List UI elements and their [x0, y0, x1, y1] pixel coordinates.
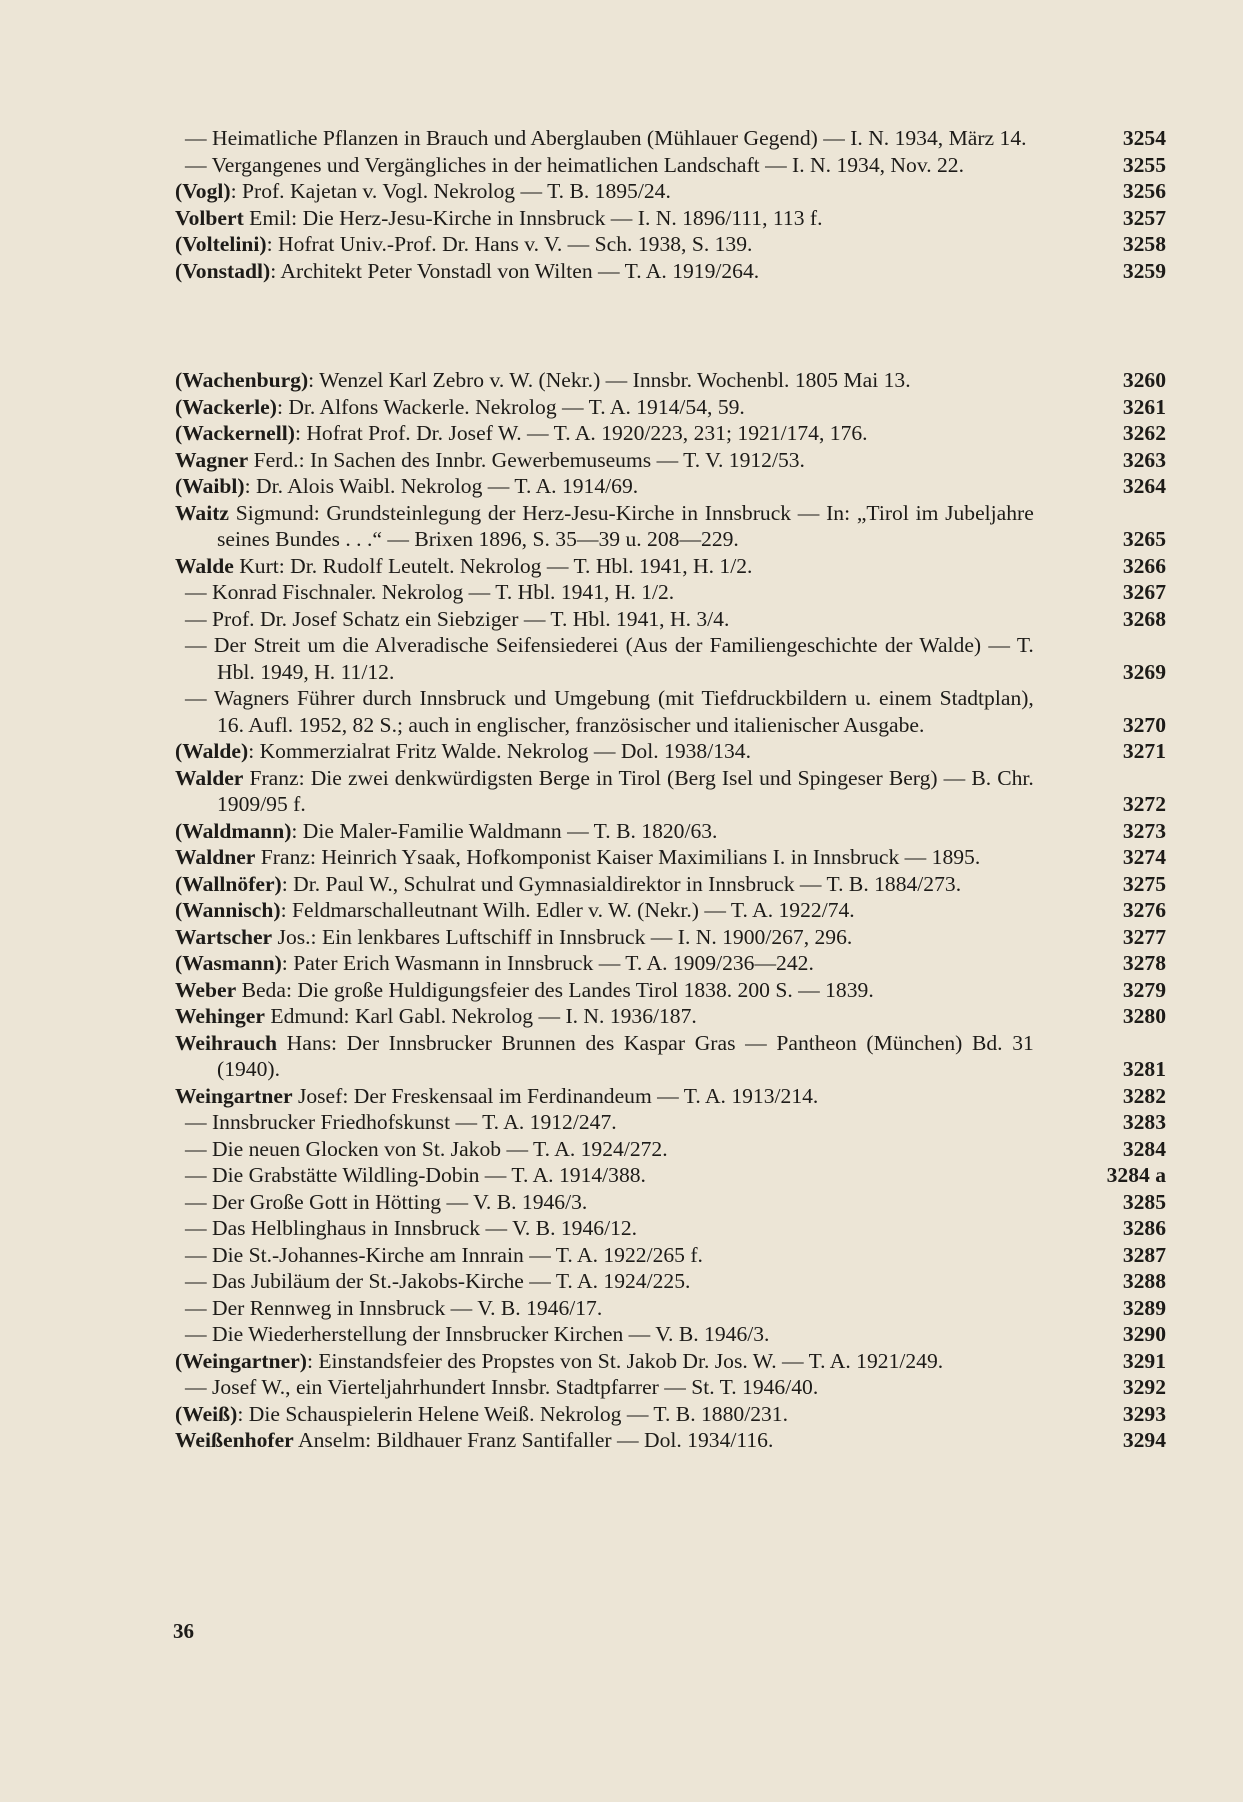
entry-keyword: Weber: [175, 977, 237, 1002]
entry-body: : Dr. Paul W., Schulrat und Gymnasialdirektor in Innsbruck — T. B. 1884/273.: [281, 871, 962, 896]
entry-body: — Wagners Führer durch Innsbruck und Umgebung (mit Tiefdruckbildern u. einem Stadtplan), 16. Aufl. 1952, 82 S.; auch in englischer, französischer und italienischer Ausgabe.: [185, 686, 1034, 737]
entry-keyword: Volbert: [175, 205, 244, 230]
entry-body: : Feldmarschalleutnant Wilh. Edler v. W. (Nekr.) — T. A. 1922/74.: [280, 898, 855, 922]
bibliography-entry: [0, 205, 1243, 232]
entry-body: : Hofrat Univ.-Prof. Dr. Hans v. V. — Sch. 1938, S. 139.: [266, 232, 753, 256]
bibliography-entry: [0, 1268, 1243, 1295]
entry-text: [175, 924, 1034, 951]
bibliography-entry: [0, 632, 1243, 685]
entry-text: [175, 231, 1034, 258]
entry-text: [175, 1427, 1034, 1454]
entry-text: [185, 685, 1034, 738]
entry-body: Emil: Die Herz-Jesu-Kirche in Innsbruck — I. N. 1896/111, 113 f.: [243, 205, 823, 230]
entry-number: 3290: [1122, 1322, 1166, 1346]
entry-number: 3258: [1122, 232, 1166, 256]
entry-keyword: Weißenhofer: [175, 1428, 294, 1452]
entry-number: 3272: [1122, 792, 1166, 816]
entry-text: [185, 1268, 1034, 1295]
entry-group: [0, 125, 1243, 284]
entry-keyword: Wagner: [175, 447, 249, 472]
entry-keyword: (Wasmann): [175, 951, 282, 975]
entry-body: — Josef W., ein Vierteljahrhundert Innsbr. Stadtpfarrer — St. T. 1946/40.: [185, 1375, 819, 1399]
entry-body: : Wenzel Karl Zebro v. W. (Nekr.) — Innsbr. Wochenbl. 1805 Mai 13.: [308, 368, 911, 392]
entry-text: [175, 1083, 1034, 1110]
entry-body: — Die St.-Johannes-Kirche am Innrain — T. A. 1922/265 f.: [185, 1242, 703, 1267]
entry-body: Jos.: Ein lenkbares Luftschiff in Innsbruck — I. N. 1900/267, 296.: [272, 924, 853, 949]
bibliography-entry: [0, 367, 1243, 394]
entry-keyword: Wehinger: [175, 1004, 265, 1028]
entry-body: — Der Streit um die Alveradische Seifensiederei (Aus der Familiengeschichte der Walde) — T. Hbl. 1949, H. 11/12.: [185, 633, 1034, 684]
entry-text: [185, 1136, 1034, 1163]
bibliography-entry: [0, 258, 1243, 285]
bibliography-entry: [0, 924, 1243, 951]
entry-number: 3294: [1122, 1428, 1166, 1452]
entry-text: [175, 844, 1034, 871]
bibliography-entry: [0, 1189, 1243, 1216]
bibliography-entry: [0, 473, 1243, 500]
entry-text: [175, 1401, 1034, 1428]
entry-number: 3281: [1122, 1057, 1166, 1081]
bibliography-entry: [0, 950, 1243, 977]
bibliography-entry: [0, 178, 1243, 205]
entry-text: [185, 1215, 1034, 1242]
entry-text: [175, 553, 1034, 580]
entry-number: 3257: [1122, 205, 1166, 230]
entry-keyword: Walder: [175, 765, 244, 790]
entry-text: [175, 738, 1034, 765]
entry-body: : Prof. Kajetan v. Vogl. Nekrolog — T. B. 1895/24.: [230, 179, 671, 203]
entry-body: — Vergangenes und Vergängliches in der heimatlichen Landschaft — I. N. 1934, Nov. 22.: [185, 152, 964, 177]
entry-keyword: Waldner: [175, 845, 256, 869]
entry-number: 3282: [1122, 1083, 1166, 1108]
entry-number: 3280: [1122, 1004, 1166, 1028]
entry-body: Beda: Die große Huldigungsfeier des Landes Tirol 1838. 200 S. — 1839.: [236, 977, 874, 1002]
bibliography-entry: [0, 1162, 1243, 1189]
entry-number: 3263: [1122, 447, 1166, 472]
bibliography-entry: [0, 1321, 1243, 1348]
bibliography-entry: [0, 977, 1243, 1004]
entry-text: [175, 765, 1034, 818]
entry-number: 3284 a: [1106, 1163, 1166, 1187]
entry-number: 3271: [1122, 739, 1166, 763]
entry-keyword: (Wachenburg): [175, 368, 309, 392]
entry-text: [185, 1295, 1034, 1322]
entry-text: [175, 447, 1034, 474]
entry-keyword: Weihrauch: [175, 1030, 277, 1055]
entry-body: — Konrad Fischnaler. Nekrolog — T. Hbl. 1941, H. 1/2.: [185, 580, 675, 604]
entry-text: [185, 606, 1034, 633]
bibliography-entry: [0, 125, 1243, 152]
bibliography-entry: [0, 844, 1243, 871]
entry-number: 3293: [1122, 1401, 1166, 1426]
entry-keyword: Wartscher: [175, 924, 273, 949]
bibliography-entry: [0, 1427, 1243, 1454]
entry-text: [175, 977, 1034, 1004]
entry-keyword: (Weiß): [175, 1401, 238, 1426]
bibliography-entry: [0, 818, 1243, 845]
entry-number: 3289: [1122, 1295, 1166, 1320]
bibliography-entry: [0, 579, 1243, 606]
entry-text: [175, 897, 1034, 924]
bibliography-entry: [0, 1348, 1243, 1375]
bibliography-entry: [0, 231, 1243, 258]
entry-body: : Kommerzialrat Fritz Walde. Nekrolog — Dol. 1938/134.: [248, 739, 752, 763]
entry-body: : Dr. Alois Waibl. Nekrolog — T. A. 1914/69.: [244, 474, 639, 498]
bibliography-entry: [0, 765, 1243, 818]
entry-number: 3269: [1122, 659, 1166, 684]
entry-number: 3285: [1122, 1189, 1166, 1214]
entry-text: [185, 1189, 1034, 1216]
entry-number: 3275: [1122, 871, 1166, 896]
entry-body: — Der Große Gott in Hötting — V. B. 1946/3.: [185, 1189, 588, 1214]
bibliography-entry: [0, 1030, 1243, 1083]
entry-body: Sigmund: Grundsteinlegung der Herz-Jesu-Kirche in Innsbruck — In: „Tirol im Jubeljahre seines Bundes . . .“ — Brixen 1896, S. 35—39 u. 208—229.: [217, 500, 1034, 551]
entry-body: Edmund: Karl Gabl. Nekrolog — I. N. 1936/187.: [264, 1004, 697, 1028]
entry-keyword: (Vonstadl): [175, 258, 271, 283]
entry-number: 3291: [1122, 1348, 1166, 1373]
bibliography-entry: [0, 606, 1243, 633]
entry-text: [175, 1030, 1034, 1083]
entry-body: — Der Rennweg in Innsbruck — V. B. 1946/17.: [185, 1295, 603, 1320]
bibliography-entry: [0, 394, 1243, 421]
entry-number: 3256: [1122, 179, 1166, 203]
bibliography-entry: [0, 1215, 1243, 1242]
entry-body: — Innsbrucker Friedhofskunst — T. A. 1912/247.: [185, 1110, 617, 1134]
entry-body: Ferd.: In Sachen des Innbr. Gewerbemuseums — T. V. 1912/53.: [248, 447, 805, 472]
bibliography-entry: [0, 447, 1243, 474]
entry-number: 3276: [1122, 898, 1166, 922]
entry-number: 3260: [1122, 368, 1166, 392]
bibliography-entry: [0, 897, 1243, 924]
entry-text: [185, 579, 1034, 606]
entry-keyword: (Waibl): [175, 474, 245, 498]
entry-text: [175, 420, 1034, 447]
entry-body: Franz: Die zwei denkwürdigsten Berge in Tirol (Berg Isel und Spingeser Berg) — B. Chr. 1909/95 f.: [217, 765, 1034, 816]
entry-number: 3283: [1122, 1110, 1166, 1134]
entry-keyword: Waitz: [175, 500, 229, 525]
entry-number: 3273: [1122, 818, 1166, 843]
bibliography-entry: [0, 420, 1243, 447]
entry-body: — Die Grabstätte Wildling-Dobin — T. A. 1914/388.: [185, 1163, 646, 1187]
entry-number: 3265: [1122, 527, 1166, 551]
entry-number: 3254: [1122, 126, 1166, 150]
entry-keyword: (Wackernell): [175, 421, 295, 445]
entry-keyword: (Weingartner): [175, 1348, 307, 1373]
entry-body: Josef: Der Freskensaal im Ferdinandeum — T. A. 1913/214.: [292, 1083, 819, 1108]
entry-number: 3270: [1122, 712, 1166, 737]
entry-number: 3292: [1122, 1375, 1166, 1399]
entry-body: Kurt: Dr. Rudolf Leutelt. Nekrolog — T. Hbl. 1941, H. 1/2.: [233, 553, 753, 578]
entry-text: [175, 818, 1034, 845]
bibliography-entry: [0, 685, 1243, 738]
bibliography-entry: [0, 1374, 1243, 1401]
entry-body: : Dr. Alfons Wackerle. Nekrolog — T. A. 1914/54, 59.: [276, 394, 745, 419]
entry-keyword: Walde: [175, 553, 234, 578]
bibliography-entry: [0, 871, 1243, 898]
entry-body: Hans: Der Innsbrucker Brunnen des Kaspar Gras — Pantheon (München) Bd. 31 (1940).: [217, 1030, 1034, 1081]
entry-body: — Das Helblinghaus in Innsbruck — V. B. 1946/12.: [185, 1216, 638, 1240]
bibliography-entry: [0, 1003, 1243, 1030]
entry-text: [185, 1321, 1034, 1348]
entry-text: [175, 473, 1034, 500]
entry-keyword: (Wallnöfer): [175, 871, 282, 896]
entry-keyword: (Voltelini): [175, 232, 267, 256]
entry-body: Franz: Heinrich Ysaak, Hofkomponist Kaiser Maximilians I. in Innsbruck — 1895.: [255, 845, 981, 869]
entry-body: : Hofrat Prof. Dr. Josef W. — T. A. 1920/223, 231; 1921/174, 176.: [294, 421, 868, 445]
entry-text: [175, 1003, 1034, 1030]
entry-number: 3277: [1122, 924, 1166, 949]
bibliography-entry: [0, 1295, 1243, 1322]
entry-text: [175, 258, 1034, 285]
entry-text: [175, 178, 1034, 205]
entry-keyword: (Vogl): [175, 179, 231, 203]
bibliography-entry: [0, 1401, 1243, 1428]
entry-keyword: (Waldmann): [175, 818, 292, 843]
entry-keyword: (Wannisch): [175, 898, 281, 922]
entry-number: 3288: [1122, 1269, 1166, 1293]
entry-body: — Das Jubiläum der St.-Jakobs-Kirche — T. A. 1924/225.: [185, 1269, 691, 1293]
entry-number: 3261: [1122, 394, 1166, 419]
entry-number: 3274: [1122, 845, 1166, 869]
bibliography-entry: [0, 1242, 1243, 1269]
entry-body: — Die neuen Glocken von St. Jakob — T. A. 1924/272.: [185, 1136, 668, 1161]
entry-text: [175, 500, 1034, 553]
bibliography-entry: [0, 500, 1243, 553]
entry-text: [175, 871, 1034, 898]
entry-body: — Die Wiederherstellung der Innsbrucker Kirchen — V. B. 1946/3.: [185, 1322, 770, 1346]
entry-text: [185, 632, 1034, 685]
entry-text: [175, 950, 1034, 977]
entry-text: [185, 152, 1034, 179]
bibliography-entry: [0, 1136, 1243, 1163]
entry-number: 3255: [1122, 152, 1166, 177]
entry-text: [175, 367, 1034, 394]
page-number: 36: [173, 1619, 194, 1643]
entry-number: 3278: [1122, 951, 1166, 975]
entry-body: : Einstandsfeier des Propstes von St. Jakob Dr. Jos. W. — T. A. 1921/249.: [306, 1348, 944, 1373]
entry-body: — Prof. Dr. Josef Schatz ein Siebziger — T. Hbl. 1941, H. 3/4.: [185, 606, 730, 631]
entry-number: 3266: [1122, 553, 1166, 578]
entry-number: 3279: [1122, 977, 1166, 1002]
bibliography-entry: [0, 1109, 1243, 1136]
entry-text: [185, 125, 1034, 152]
entry-body: : Architekt Peter Vonstadl von Wilten — T. A. 1919/264.: [270, 258, 760, 283]
bibliography-entry: [0, 1083, 1243, 1110]
entry-number: 3259: [1122, 258, 1166, 283]
entry-text: [175, 205, 1034, 232]
entry-number: 3268: [1122, 606, 1166, 631]
entry-number: 3286: [1122, 1216, 1166, 1240]
entry-keyword: (Wackerle): [175, 394, 277, 419]
entry-text: [175, 1348, 1034, 1375]
entry-text: [185, 1242, 1034, 1269]
entry-number: 3287: [1122, 1242, 1166, 1267]
entry-number: 3262: [1122, 421, 1166, 445]
entry-number: 3267: [1122, 580, 1166, 604]
bibliography-entry: [0, 553, 1243, 580]
bibliography-entry: [0, 738, 1243, 765]
entry-text: [185, 1109, 1034, 1136]
entry-body: : Die Maler-Familie Waldmann — T. B. 1820/63.: [291, 818, 718, 843]
entry-keyword: Weingartner: [175, 1083, 293, 1108]
entry-keyword: (Walde): [175, 739, 249, 763]
entry-body: Anselm: Bildhauer Franz Santifaller — Dol. 1934/116.: [293, 1428, 774, 1452]
entry-number: 3284: [1122, 1136, 1166, 1161]
entry-body: : Pater Erich Wasmann in Innsbruck — T. A. 1909/236—242.: [281, 951, 814, 975]
entry-body: — Heimatliche Pflanzen in Brauch und Aberglauben (Mühlauer Gegend) — I. N. 1934, März 14.: [185, 126, 1027, 150]
entry-number: 3264: [1122, 474, 1166, 498]
entry-group: [0, 367, 1243, 1454]
bibliography-entry: [0, 152, 1243, 179]
entry-text: [185, 1162, 1034, 1189]
entry-text: [175, 394, 1034, 421]
entry-body: : Die Schauspielerin Helene Weiß. Nekrolog — T. B. 1880/231.: [237, 1401, 788, 1426]
entry-text: [185, 1374, 1034, 1401]
